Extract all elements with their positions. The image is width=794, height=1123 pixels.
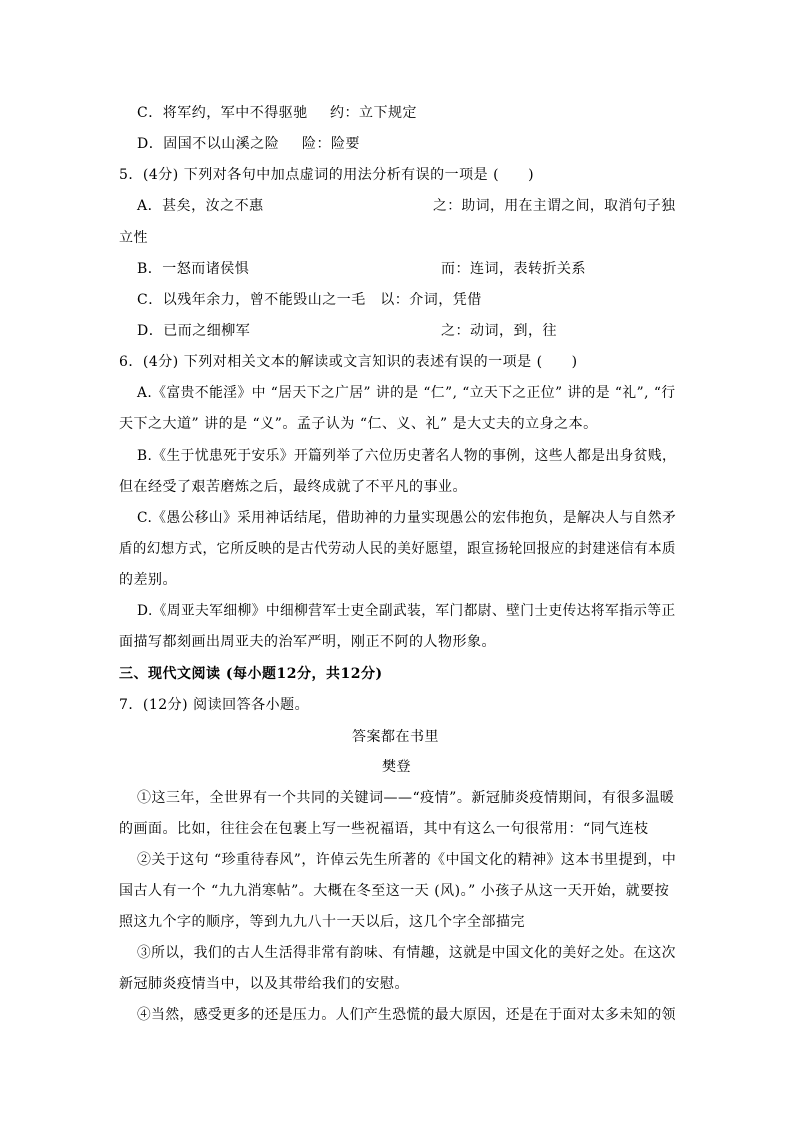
q6-option-d-line1: D.《周亚夫军细柳》中细柳营军士吏全副武装，军门都尉、壁门士吏传达将军指示等正 (137, 603, 676, 619)
paragraph-1-line1: ①这三年，全世界有一个共同的关键词——“疫情”。新冠肺炎疫情期间，有很多温暖 (137, 790, 675, 806)
q6-option-b-line2: 但在经受了艰苦磨炼之后，最终成就了不平凡的事业。 (119, 479, 467, 495)
q5-option-a: A．甚矣，汝之不惠 (137, 198, 264, 214)
q6-option-a-line2: 天下之大道” 讲的是 “义”。孟子认为 “仁、义、礼” 是大丈夫的立身之本。 (119, 416, 598, 432)
q5-option-d: D．已而之细柳军 (137, 323, 251, 339)
q6-option-b-line1: B.《生于忧患死于安乐》开篇列举了六位历史著名人物的事例，这些人都是出身贫贱， (137, 448, 677, 464)
paragraph-2-line2: 国古人有一个 “九九消寒帖”。大概在冬至这一天 (风)。” 小孩子从这一天开始，就要按 (119, 883, 670, 899)
paragraph-1-line2: 的画面。比如，往往会在包裹上写一些祝福语，其中有这么一句很常用：“同气连枝 (119, 821, 649, 837)
q5-option-d-note: 之：动词，到，往 (441, 323, 557, 339)
paragraph-2-line3: 照这九个字的顺序，等到九九八十一天以后，这几个字全部描完 (119, 914, 525, 930)
q5-option-c: C．以残年余力，曾不能毁山之一毛 以：介词，凭借 (137, 292, 482, 308)
q4-option-d-note: 险：险要 (302, 136, 360, 152)
paragraph-4-line1: ④当然，感受更多的还是压力。人们产生恐慌的最大原因，还是在于面对太多未知的领 (137, 1007, 676, 1023)
q5-stem: 5．(4分) 下列对各句中加点虚词的用法分析有误的一项是 ( ) (119, 167, 535, 183)
q6-option-c-line1: C.《愚公移山》采用神话结尾，借助神的力量实现愚公的宏伟抱负，是解决人与自然矛 (137, 510, 677, 526)
q4-option-c-note: 约：立下规定 (330, 105, 417, 121)
q5-option-a-note: 之：助词，用在主谓之间，取消句子独 (433, 198, 676, 214)
section-3-heading: 三、现代文阅读 (每小题12分，共12分) (119, 666, 383, 682)
q6-option-c-line2: 盾的幻想方式，它所反映的是古代劳动人民的美好愿望，跟宣扬轮回报应的封建迷信有本质 (119, 541, 676, 557)
q4-option-c: C．将军约，军中不得驱驰 (137, 105, 308, 121)
q5-option-b: B．一怒而诸侯惧 (137, 261, 250, 277)
paragraph-3-line1: ③所以，我们的古人生活得非常有韵味、有情趣，这就是中国文化的美好之处。在这次 (137, 945, 676, 961)
article-title: 答案都在书里 (352, 729, 439, 745)
q5-option-b-note: 而：连词，表转折关系 (441, 261, 586, 277)
q5-option-a-cont: 立性 (119, 230, 148, 246)
q6-option-c-line3: 的差别。 (119, 572, 177, 588)
q6-option-a-line1: A.《富贵不能淫》中 “居天下之广居” 讲的是 “仁”, “立天下之正位” 讲的是 “礼”, “行 (137, 385, 676, 401)
q7-stem: 7．(12分) 阅读回答各小题。 (119, 697, 310, 713)
q6-option-d-line2: 面描写都刻画出周亚夫的治军严明，刚正不阿的人物形象。 (119, 634, 496, 650)
paragraph-2-line1: ②关于这句 “珍重待春风”，许倬云先生所著的《中国文化的精神》这本书里提到，中 (137, 852, 677, 868)
paragraph-3-line2: 新冠肺炎疫情当中，以及其带给我们的安慰。 (119, 976, 409, 992)
q6-stem: 6．(4分) 下列对相关文本的解读或文言知识的表述有误的一项是 ( ) (119, 354, 578, 370)
article-author: 樊登 (382, 759, 411, 775)
q4-option-d: D．固国不以山溪之险 (137, 136, 280, 152)
